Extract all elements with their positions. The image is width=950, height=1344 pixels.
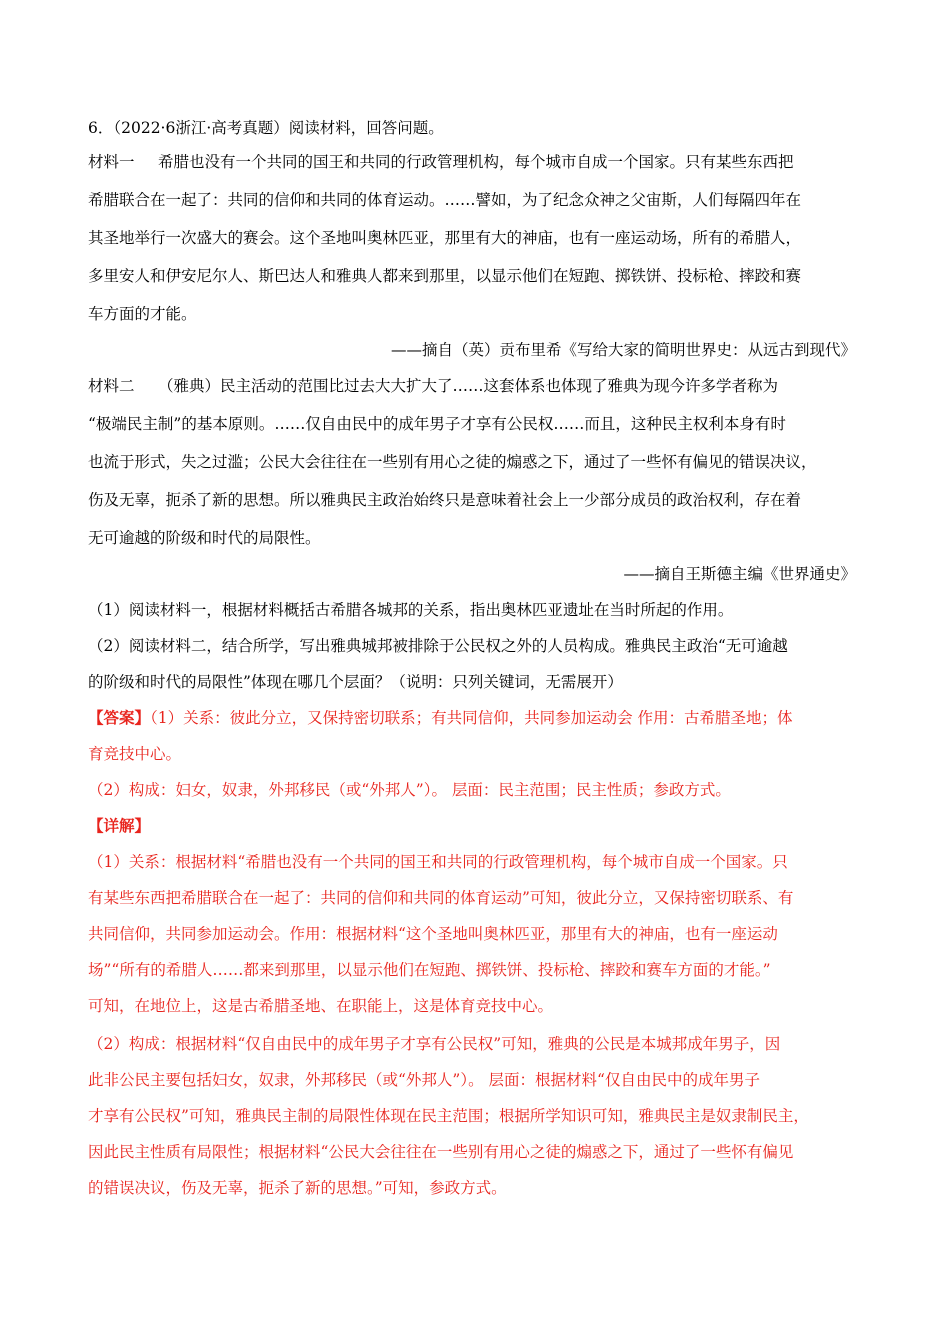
material1-line-3: 其圣地举行一次盛大的赛会。这个圣地叫奥林匹亚，那里有大的神庙，也有一座运动场，所有的希腊人，	[88, 229, 802, 247]
explanation-line-2: 有某些东西把希腊联合在一起了：共同的信仰和共同的体育运动”可知，彼此分立，又保持密切联系、有	[88, 889, 794, 907]
material1-text-1: 希腊也没有一个共同的国王和共同的行政管理机构，每个城市自成一个国家。只有某些东西把	[158, 153, 794, 171]
material1-line-5: 车方面的才能。	[88, 305, 197, 323]
sub-question-2-line-2: 的阶级和时代的局限性”体现在哪几个层面？（说明：只列关键词，无需展开）	[88, 673, 623, 691]
material2-line-2: “极端民主制”的基本原则。……仅自由民中的成年男子才享有公民权……而且，这种民主权利本身有时	[88, 415, 786, 433]
material1-line-1	[88, 152, 794, 172]
explanation-line-7: 此非公民主要包括妇女，奴隶，外邦移民（或“外邦人”）。 层面：根据材料“仅自由民中的成年男子	[88, 1071, 760, 1089]
material1-line-4: 多里安人和伊安尼尔人、斯巴达人和雅典人都来到那里，以显示他们在短跑、掷铁饼、投标枪、摔跤和赛	[88, 267, 802, 285]
material2-line-3: 也流于形式，失之过滥；公民大会往往在一些别有用心之徒的煽惑之下，通过了一些怀有偏见的错误决议，	[88, 453, 817, 471]
material2-text-1: （雅典）民主活动的范围比过去大大扩大了……这套体系也体现了雅典为现今许多学者称为	[158, 377, 779, 395]
material2-line-1	[88, 376, 778, 396]
explanation-line-9: 因此民主性质有局限性；根据材料“公民大会往往在一些别有用心之徒的煽惑之下，通过了一些怀有偏见	[88, 1143, 794, 1161]
explanation-line-4: 场”“所有的希腊人……都来到那里，以显示他们在短跑、掷铁饼、投标枪、摔跤和赛车方面的才能。”	[88, 961, 771, 979]
material2-line-4: 伤及无辜，扼杀了新的思想。所以雅典民主政治始终只是意味着社会上一少部分成员的政治权利，存在着	[88, 491, 802, 509]
explanation-line-10: 的错误决议，伤及无辜，扼杀了新的思想。”可知，参政方式。	[88, 1179, 507, 1197]
explanation-line-1: （1）关系：根据材料“希腊也没有一个共同的国王和共同的行政管理机构，每个城市自成一个国家。只	[88, 853, 788, 871]
material1-line-2: 希腊联合在一起了：共同的信仰和共同的体育运动。……譬如，为了纪念众神之父宙斯，人们每隔四年在	[88, 191, 802, 209]
material2-label: 材料二	[88, 377, 135, 395]
explanation-line-8: 才享有公民权”可知，雅典民主制的局限性体现在民主范围；根据所学知识可知，雅典民主是奴隶制民主，	[88, 1107, 809, 1125]
sub-question-1: （1）阅读材料一，根据材料概括古希腊各城邦的关系，指出奥林匹亚遗址在当时所起的作用。	[88, 601, 734, 619]
answer-line-1	[88, 708, 793, 728]
material2-line-5: 无可逾越的阶级和时代的局限性。	[88, 529, 321, 547]
explanation-line-3: 共同信仰，共同参加运动会。作用：根据材料“这个圣地叫奥林匹亚，那里有大的神庙，也有一座运动	[88, 925, 778, 943]
material1-source: ——摘自（英）贡布里希《写给大家的简明世界史：从远古到现代》	[390, 341, 856, 359]
answer-label: 【答案】	[88, 708, 151, 727]
answer-line-2: 育竞技中心。	[88, 745, 182, 763]
explanation-line-5: 可知，在地位上，这是古希腊圣地、在职能上，这是体育竞技中心。	[88, 997, 554, 1015]
sub-question-2-line-1: （2）阅读材料二，结合所学，写出雅典城邦被排除于公民权之外的人员构成。雅典民主政治“无可逾越	[88, 637, 788, 655]
explanation-line-6: （2）构成：根据材料“仅自由民中的成年男子才享有公民权”可知，雅典的公民是本城邦成年男子，因	[88, 1035, 781, 1053]
answer-line-3: （2）构成：妇女，奴隶，外邦移民（或“外邦人”）。 层面：民主范围；民主性质；参政方式。	[88, 781, 731, 799]
explanation-label: 【详解】	[88, 816, 151, 835]
question-header: 6．（2022·6浙江·高考真题）阅读材料，回答问题。	[88, 119, 444, 137]
answer-text-1: （1）关系：彼此分立，又保持密切联系；有共同信仰，共同参加运动会 作用：古希腊圣地；体	[150, 709, 793, 727]
material2-source: ——摘自王斯德主编《世界通史》	[623, 565, 856, 583]
material1-label: 材料一	[88, 153, 135, 171]
